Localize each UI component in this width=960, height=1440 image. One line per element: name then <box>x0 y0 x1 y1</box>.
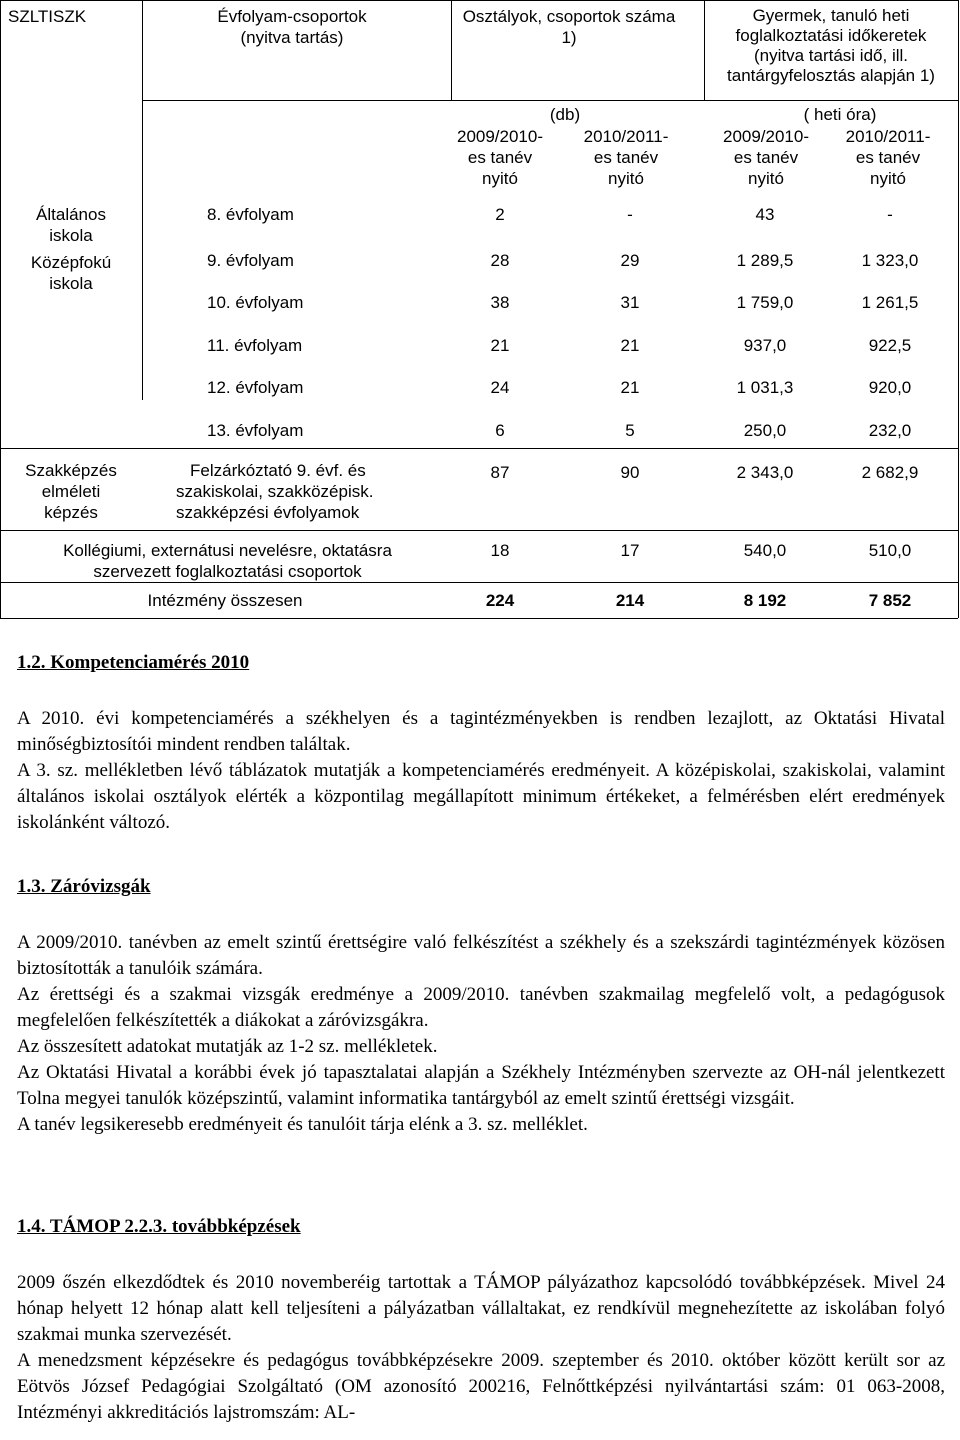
row-label: 9. évfolyam <box>207 251 294 270</box>
table-border-bottom <box>0 618 958 619</box>
table-divider <box>0 448 958 449</box>
paragraph: Az érettségi és a szakmai vizsgák eredménye a 2009/2010. tanévben szakmailag megfelelő volt, a pedagógusok megfelelően felkészítették a diákokat a záróvizsgákra. <box>17 984 945 1031</box>
paragraph: A tanév legsikeresebb eredményeit és tanulóit tárja elénk a 3. sz. melléklet. <box>17 1114 588 1135</box>
category-altalanos: Általános iskola <box>36 205 106 245</box>
header-year-col-3: 2009/2010- es tanév nyitó <box>722 127 810 188</box>
header-school-type: SZLTISZK <box>8 7 87 26</box>
row-label: 11. évfolyam <box>207 336 303 355</box>
category-kozepfoku: Középfokú iskola <box>30 253 112 293</box>
header-class-count: Osztályok, csoportok száma 1) <box>462 7 676 47</box>
paragraph: A 2009/2010. tanévben az emelt szintű érettségire való felkészítést a székhely és a szekszárdi tagintézmények közösen biztosították a tanulóik számára. <box>17 932 945 979</box>
row-label: 8. évfolyam <box>207 205 294 224</box>
section-body <box>17 706 945 836</box>
paragraph: A 2010. évi kompetenciamérés a székhelyen és a tagintézményekben is rendben lezajlott, az Oktatási Hivatal minőségbiztosítói mindent rendben találtak. <box>17 708 945 755</box>
paragraph: A menedzsment képzésekre és pedagógus továbbképzésekre 2009. szeptember és 2010. október között került sor az Eötvös József Pedagógiai Szolgáltató (OM azonosító 200216, Felnőttképzési nyilvántartási szám: 01 063-2008, Intézményi akkreditációs lajstromszám: AL- <box>17 1350 945 1423</box>
header-timeframe: Gyermek, tanuló heti foglalkoztatási időkeretek (nyitva tartási idő, ill. tantárgyfelosztás alapján 1) <box>727 6 935 85</box>
header-year-col-2: 2010/2011- es tanév nyitó <box>583 127 669 188</box>
category-szakkepzes: Szakképzés elméleti képzés <box>25 461 117 522</box>
header-grade-group: Évfolyam-csoportok (nyitva tartás) <box>217 7 367 47</box>
table-divider <box>0 530 958 531</box>
row-label: 13. évfolyam <box>207 421 304 440</box>
paragraph: A 3. sz. mellékletben lévő táblázatok mutatják a kompetenciamérés eredményeit. A középiskolai, szakiskolai, valamint általános iskolai osztályok elérték a központilag megállapított minimum értékeket, a felmérésben elért eredmények iskolánként változó. <box>17 760 945 833</box>
row-label: 12. évfolyam <box>207 378 304 397</box>
header-year-col-4: 2010/2011- es tanév nyitó <box>845 127 931 188</box>
section-heading: 1.2. Kompetenciamérés 2010 <box>17 652 250 673</box>
section-heading: 1.3. Záróvizsgák <box>17 876 151 897</box>
paragraph: Az összesített adatokat mutatják az 1-2 sz. mellékletek. <box>17 1036 438 1057</box>
section-heading: 1.4. TÁMOP 2.2.3. továbbképzések <box>17 1216 301 1237</box>
table-divider <box>142 0 143 400</box>
header-year-col-1: 2009/2010- es tanév nyitó <box>456 127 544 188</box>
class-statistics-table: SZLTISZK Évfolyam-csoportok (nyitva tartás) Osztályok, csoportok száma 1) Gyermek, tanuló heti foglalkoztatási időkeretek (nyitva tartási idő, ill. tantárgyfelosztás alapján 1) (db) ( heti óra) 2009/2010- es tanév nyitó 2010/2011- es tanév nyitó 2009/2010- es tanév nyitó 2010/2011- es tanév nyitó Általános iskola Középfokú iskola Szakképzés elméleti képzés 8. évfolyam 2 - 43 - 9. évfolyam 28 29 1 289,5 1 323,0 10. évfolyam 38 31 1 759,0 1 261,5 11. évfolyam 21 21 937,0 922,5 12. évfolyam 24 21 1 031,3 920,0 13. évfolyam 6 5 250,0 232,0 Felzárkóztató 9. évf. és szakiskolai, szakközépisk. szakképzési évfolyamok 87 90 2 343,0 2 682,9 Kollégiumi, externátusi nevelésre, oktatásra szervezett foglalkoztatási csoportok 18 17 540,0 510,0 Intézmény összesen 224 214 8 192 7 852 <box>0 0 960 620</box>
row-label: 10. évfolyam <box>207 293 304 312</box>
row-label: Intézmény összesen <box>147 591 303 610</box>
row-label: Kollégiumi, externátusi nevelésre, oktatásra szervezett foglalkoztatási csoportok <box>63 541 392 581</box>
row-label: Felzárkóztató 9. évf. és szakiskolai, szakközépisk. szakképzési évfolyamok <box>176 461 374 522</box>
header-unit-db: (db) <box>549 105 581 124</box>
table-border-left <box>0 0 1 618</box>
header-unit-hours: ( heti óra) <box>803 105 877 124</box>
table-border-right <box>958 0 959 618</box>
table-divider <box>0 582 958 583</box>
paragraph: Az Oktatási Hivatal a korábbi évek jó tapasztalatai alapján a Székhely Intézményben szervezte az OH-nál jelentkezett Tolna megyei tanulók középszintű, valamint informatika tantárgyból az emelt szintű érettségi vizsgáit. <box>17 1062 945 1109</box>
section-body <box>17 930 945 1138</box>
paragraph: 2009 őszén elkezdődtek és 2010 novemberéig tartottak a TÁMOP pályázathoz kapcsolódó továbbképzések. Mivel 24 hónap helyett 12 hónap alatt kell teljesíteni a pályázatban vállaltakat, ez rendkívül megnehezítette az iskolában folyó szakmai munka szervezését. <box>17 1272 945 1345</box>
table-border-top <box>0 0 958 1</box>
section-body <box>17 1270 945 1426</box>
table-divider <box>142 100 958 101</box>
